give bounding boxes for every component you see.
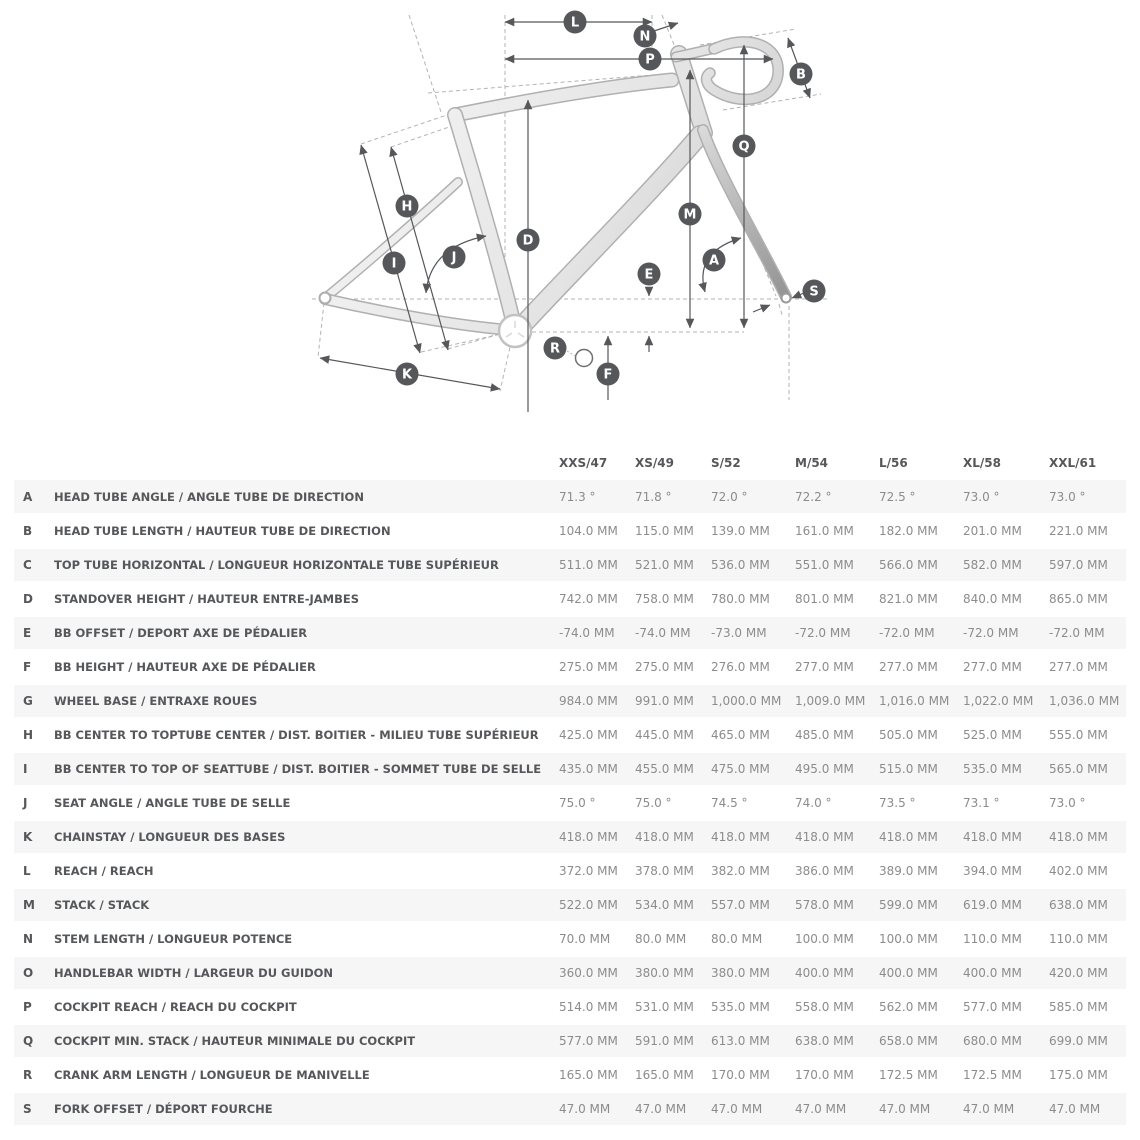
row-value: 535.0 MM — [710, 990, 794, 1024]
table-row-A — [14, 480, 1126, 514]
corner-letter-header — [14, 448, 54, 480]
row-value: 599.0 MM — [878, 888, 962, 922]
row-label: BB CENTER TO TOP OF SEATTUBE / DIST. BOITIER - SOMMET TUBE DE SELLE — [54, 752, 558, 786]
badge-letter: R — [549, 341, 561, 357]
dim-S-fork-offset-arrow — [753, 305, 770, 312]
row-value: -72.0 MM — [962, 616, 1048, 650]
row-value: 139.0 MM — [710, 514, 794, 548]
row-value: 201.0 MM — [962, 514, 1048, 548]
geometry-table-body — [14, 480, 1126, 1126]
row-letter: J — [14, 786, 54, 820]
row-value: 1,022.0 MM — [962, 684, 1048, 718]
row-value: 991.0 MM — [634, 684, 710, 718]
row-value: 47.0 MM — [710, 1092, 794, 1126]
row-value: 801.0 MM — [794, 582, 878, 616]
row-value: 182.0 MM — [878, 514, 962, 548]
row-value: 47.0 MM — [1048, 1092, 1126, 1126]
seat-axis-guide — [409, 15, 441, 112]
row-letter: R — [14, 1058, 54, 1092]
row-value: -72.0 MM — [794, 616, 878, 650]
row-value: 400.0 MM — [794, 956, 878, 990]
row-value: 585.0 MM — [1048, 990, 1126, 1024]
row-value: 47.0 MM — [962, 1092, 1048, 1126]
row-value: 72.2 ° — [794, 480, 878, 514]
row-value: 47.0 MM — [634, 1092, 710, 1126]
row-letter: N — [14, 922, 54, 956]
row-value: 420.0 MM — [1048, 956, 1126, 990]
pedal-axle-circle — [576, 350, 593, 367]
row-value: 658.0 MM — [878, 1024, 962, 1058]
row-letter: I — [14, 752, 54, 786]
row-value: 638.0 MM — [794, 1024, 878, 1058]
row-value: 80.0 MM — [710, 922, 794, 956]
table-row-C — [14, 548, 1126, 582]
row-value: 699.0 MM — [1048, 1024, 1126, 1058]
measure-badge-N — [634, 25, 657, 48]
measure-badge-J — [443, 246, 466, 269]
row-value: 277.0 MM — [794, 650, 878, 684]
badge-letter: H — [401, 199, 413, 215]
row-value: 277.0 MM — [962, 650, 1048, 684]
row-value: 75.0 ° — [558, 786, 634, 820]
row-value: 514.0 MM — [558, 990, 634, 1024]
row-value: 400.0 MM — [878, 956, 962, 990]
row-value: 104.0 MM — [558, 514, 634, 548]
badge-letter: F — [603, 367, 613, 383]
row-value: 80.0 MM — [634, 922, 710, 956]
row-value: -74.0 MM — [634, 616, 710, 650]
row-value: 578.0 MM — [794, 888, 878, 922]
dim-S-fork-offset-pointer — [792, 293, 804, 298]
row-value: 172.5 MM — [878, 1058, 962, 1092]
dim-I-bb-seattube — [361, 145, 420, 353]
row-value: 435.0 MM — [558, 752, 634, 786]
measure-badges — [383, 11, 826, 386]
row-value: 71.8 ° — [634, 480, 710, 514]
row-value: 275.0 MM — [558, 650, 634, 684]
row-letter: O — [14, 956, 54, 990]
row-value: 562.0 MM — [878, 990, 962, 1024]
row-value: 1,036.0 MM — [1048, 684, 1126, 718]
row-label: REACH / REACH — [54, 854, 558, 888]
row-letter: H — [14, 718, 54, 752]
table-row-M — [14, 888, 1126, 922]
row-label: CRANK ARM LENGTH / LONGUEUR DE MANIVELLE — [54, 1058, 558, 1092]
row-value: 175.0 MM — [1048, 1058, 1126, 1092]
bike-frame — [320, 42, 791, 367]
row-value: 221.0 MM — [1048, 514, 1126, 548]
row-value: 515.0 MM — [878, 752, 962, 786]
row-value: 47.0 MM — [558, 1092, 634, 1126]
table-row-J — [14, 786, 1126, 820]
size-column-header: XS/49 — [635, 456, 674, 470]
row-value: 100.0 MM — [878, 922, 962, 956]
row-value: 534.0 MM — [634, 888, 710, 922]
row-value: 582.0 MM — [962, 548, 1048, 582]
size-column-header: S/52 — [711, 456, 741, 470]
row-value: 402.0 MM — [1048, 854, 1126, 888]
table-row-P — [14, 990, 1126, 1024]
row-value: 522.0 MM — [558, 888, 634, 922]
row-value: 638.0 MM — [1048, 888, 1126, 922]
table-row-S — [14, 1092, 1126, 1126]
row-value: 110.0 MM — [1048, 922, 1126, 956]
table-row-D — [14, 582, 1126, 616]
badge-letter: A — [708, 253, 720, 269]
corner-label-header — [54, 448, 558, 480]
row-value: 418.0 MM — [794, 820, 878, 854]
row-value: 115.0 MM — [634, 514, 710, 548]
row-value: 378.0 MM — [634, 854, 710, 888]
table-row-H — [14, 718, 1126, 752]
seattube-top-guide — [361, 114, 450, 144]
geometry-diagram-svg — [0, 0, 1140, 448]
row-value: 475.0 MM — [710, 752, 794, 786]
row-value: 70.0 MM — [558, 922, 634, 956]
row-value: 1,016.0 MM — [878, 684, 962, 718]
row-value: 170.0 MM — [794, 1058, 878, 1092]
row-value: 382.0 MM — [710, 854, 794, 888]
row-value: 72.0 ° — [710, 480, 794, 514]
row-letter: P — [14, 990, 54, 1024]
row-value: 75.0 ° — [634, 786, 710, 820]
size-column-header: XXL/61 — [1049, 456, 1097, 470]
badge-letter: D — [522, 233, 534, 249]
row-letter: A — [14, 480, 54, 514]
row-value: 495.0 MM — [794, 752, 878, 786]
row-value: 536.0 MM — [710, 548, 794, 582]
toptube-center-guide — [391, 126, 452, 147]
row-value: -73.0 MM — [710, 616, 794, 650]
measure-badge-L — [564, 11, 587, 34]
row-value: 742.0 MM — [558, 582, 634, 616]
badge-letter: E — [644, 267, 654, 283]
row-label: STEM LENGTH / LONGUEUR POTENCE — [54, 922, 558, 956]
row-value: 1,009.0 MM — [794, 684, 878, 718]
size-column-header: L/56 — [879, 456, 908, 470]
row-value: 555.0 MM — [1048, 718, 1126, 752]
row-label: TOP TUBE HORIZONTAL / LONGUEUR HORIZONTALE TUBE SUPÉRIEUR — [54, 548, 558, 582]
seat-stay — [325, 182, 458, 298]
geometry-table — [14, 448, 1126, 1127]
badge-letter: L — [570, 15, 580, 31]
row-value: 821.0 MM — [878, 582, 962, 616]
measure-badge-B — [790, 63, 813, 86]
row-value: 74.5 ° — [710, 786, 794, 820]
top-tube — [455, 80, 672, 115]
measure-badge-K — [396, 363, 419, 386]
crank-link-guide — [567, 351, 575, 356]
row-value: 591.0 MM — [634, 1024, 710, 1058]
badge-letter: I — [391, 256, 397, 272]
measure-badge-E — [638, 263, 661, 286]
badge-letter: S — [809, 284, 819, 300]
row-letter: F — [14, 650, 54, 684]
row-value: 73.0 ° — [1048, 480, 1126, 514]
badge-letter: K — [401, 367, 413, 383]
row-letter: Q — [14, 1024, 54, 1058]
row-value: 758.0 MM — [634, 582, 710, 616]
table-row-E — [14, 616, 1126, 650]
row-value: -72.0 MM — [878, 616, 962, 650]
chain-stay — [325, 299, 510, 330]
row-value: 360.0 MM — [558, 956, 634, 990]
row-value: 525.0 MM — [962, 718, 1048, 752]
row-letter: B — [14, 514, 54, 548]
row-label: HEAD TUBE LENGTH / HAUTEUR TUBE DE DIRECTION — [54, 514, 558, 548]
measure-badge-H — [396, 195, 419, 218]
row-value: 275.0 MM — [634, 650, 710, 684]
row-value: 425.0 MM — [558, 718, 634, 752]
row-value: 680.0 MM — [962, 1024, 1048, 1058]
badge-letter: B — [796, 67, 806, 83]
table-row-F — [14, 650, 1126, 684]
row-label: COCKPIT MIN. STACK / HAUTEUR MINIMALE DU COCKPIT — [54, 1024, 558, 1058]
bb-link-guide-1 — [421, 333, 505, 352]
measure-badge-M — [679, 203, 702, 226]
row-letter: M — [14, 888, 54, 922]
row-value: 577.0 MM — [558, 1024, 634, 1058]
table-row-K — [14, 820, 1126, 854]
chainstay-guide-left — [318, 303, 324, 357]
row-value: 165.0 MM — [634, 1058, 710, 1092]
measure-badge-S — [803, 280, 826, 303]
bottom-bracket — [499, 315, 531, 347]
geometry-table-section — [0, 448, 1140, 1127]
table-row-G — [14, 684, 1126, 718]
row-value: 531.0 MM — [634, 990, 710, 1024]
size-header-row — [14, 448, 1126, 480]
row-value: 984.0 MM — [558, 684, 634, 718]
table-row-N — [14, 922, 1126, 956]
row-value: 521.0 MM — [634, 548, 710, 582]
size-column-header: XXS/47 — [559, 456, 608, 470]
row-value: 386.0 MM — [794, 854, 878, 888]
row-value: 71.3 ° — [558, 480, 634, 514]
badge-letter: N — [639, 29, 651, 45]
row-label: STANDOVER HEIGHT / HAUTEUR ENTRE-JAMBES — [54, 582, 558, 616]
row-value: 73.0 ° — [1048, 786, 1126, 820]
size-column-header: XL/58 — [963, 456, 1001, 470]
measure-badge-I — [383, 252, 406, 275]
table-row-O — [14, 956, 1126, 990]
row-value: 74.0 ° — [794, 786, 878, 820]
row-value: -72.0 MM — [1048, 616, 1126, 650]
row-label: CHAINSTAY / LONGUEUR DES BASES — [54, 820, 558, 854]
row-value: 619.0 MM — [962, 888, 1048, 922]
badge-letter: J — [451, 250, 457, 266]
row-value: 557.0 MM — [710, 888, 794, 922]
row-value: 566.0 MM — [878, 548, 962, 582]
measure-badge-A — [703, 249, 726, 272]
row-value: 1,000.0 MM — [710, 684, 794, 718]
row-value: 577.0 MM — [962, 990, 1048, 1024]
row-value: 465.0 MM — [710, 718, 794, 752]
seat-tube — [455, 115, 515, 330]
handlebar-drop — [707, 42, 779, 99]
measure-badge-F — [597, 363, 620, 386]
row-value: 565.0 MM — [1048, 752, 1126, 786]
table-row-B — [14, 514, 1126, 548]
row-value: 505.0 MM — [878, 718, 962, 752]
row-label: STACK / STACK — [54, 888, 558, 922]
row-value: 418.0 MM — [634, 820, 710, 854]
measure-badge-Q — [733, 135, 756, 158]
row-value: 551.0 MM — [794, 548, 878, 582]
row-value: 445.0 MM — [634, 718, 710, 752]
measure-badge-D — [517, 229, 540, 252]
row-value: 400.0 MM — [962, 956, 1048, 990]
row-value: 597.0 MM — [1048, 548, 1126, 582]
row-value: 372.0 MM — [558, 854, 634, 888]
row-value: 47.0 MM — [794, 1092, 878, 1126]
front-dropout — [782, 294, 791, 303]
row-value: 380.0 MM — [634, 956, 710, 990]
row-value: 418.0 MM — [878, 820, 962, 854]
row-value: 72.5 ° — [878, 480, 962, 514]
row-letter: C — [14, 548, 54, 582]
row-value: 73.5 ° — [878, 786, 962, 820]
row-label: BB CENTER TO TOPTUBE CENTER / DIST. BOITIER - MILIEU TUBE SUPÉRIEUR — [54, 718, 558, 752]
row-value: 277.0 MM — [878, 650, 962, 684]
badge-letter: M — [683, 207, 697, 223]
row-value: 558.0 MM — [794, 990, 878, 1024]
row-value: 485.0 MM — [794, 718, 878, 752]
row-value: 389.0 MM — [878, 854, 962, 888]
row-value: 47.0 MM — [878, 1092, 962, 1126]
row-value: 172.5 MM — [962, 1058, 1048, 1092]
row-value: 535.0 MM — [962, 752, 1048, 786]
row-letter: E — [14, 616, 54, 650]
row-value: 418.0 MM — [558, 820, 634, 854]
row-label: COCKPIT REACH / REACH DU COCKPIT — [54, 990, 558, 1024]
row-value: 276.0 MM — [710, 650, 794, 684]
table-row-I — [14, 752, 1126, 786]
row-label: HEAD TUBE ANGLE / ANGLE TUBE DE DIRECTION — [54, 480, 558, 514]
row-label: WHEEL BASE / ENTRAXE ROUES — [54, 684, 558, 718]
table-row-L — [14, 854, 1126, 888]
row-value: 418.0 MM — [710, 820, 794, 854]
row-label: BB OFFSET / DEPORT AXE DE PÉDALIER — [54, 616, 558, 650]
row-value: 455.0 MM — [634, 752, 710, 786]
row-value: 511.0 MM — [558, 548, 634, 582]
bike-geometry-diagram — [0, 0, 1140, 448]
row-value: 840.0 MM — [962, 582, 1048, 616]
row-value: 170.0 MM — [710, 1058, 794, 1092]
row-value: 418.0 MM — [1048, 820, 1126, 854]
rear-dropout — [320, 293, 331, 304]
row-value: 110.0 MM — [962, 922, 1048, 956]
row-value: 73.0 ° — [962, 480, 1048, 514]
row-value: 613.0 MM — [710, 1024, 794, 1058]
row-letter: L — [14, 854, 54, 888]
row-value: 100.0 MM — [794, 922, 878, 956]
row-label: HANDLEBAR WIDTH / LARGEUR DU GUIDON — [54, 956, 558, 990]
row-value: 380.0 MM — [710, 956, 794, 990]
row-value: 165.0 MM — [558, 1058, 634, 1092]
row-value: 865.0 MM — [1048, 582, 1126, 616]
badge-letter: Q — [738, 139, 750, 155]
row-value: -74.0 MM — [558, 616, 634, 650]
row-letter: D — [14, 582, 54, 616]
row-value: 418.0 MM — [962, 820, 1048, 854]
row-value: 394.0 MM — [962, 854, 1048, 888]
measure-badge-R — [544, 337, 567, 360]
table-row-R — [14, 1058, 1126, 1092]
badge-letter: P — [645, 52, 655, 68]
row-value: 73.1 ° — [962, 786, 1048, 820]
table-row-Q — [14, 1024, 1126, 1058]
row-label: BB HEIGHT / HAUTEUR AXE DE PÉDALIER — [54, 650, 558, 684]
row-letter: S — [14, 1092, 54, 1126]
measure-badge-P — [639, 48, 662, 71]
construction-guides — [312, 15, 828, 400]
row-value: 161.0 MM — [794, 514, 878, 548]
size-column-header: M/54 — [795, 456, 829, 470]
row-letter: K — [14, 820, 54, 854]
row-value: 780.0 MM — [710, 582, 794, 616]
row-label: SEAT ANGLE / ANGLE TUBE DE SELLE — [54, 786, 558, 820]
row-letter: G — [14, 684, 54, 718]
row-value: 277.0 MM — [1048, 650, 1126, 684]
row-label: FORK OFFSET / DÉPORT FOURCHE — [54, 1092, 558, 1126]
